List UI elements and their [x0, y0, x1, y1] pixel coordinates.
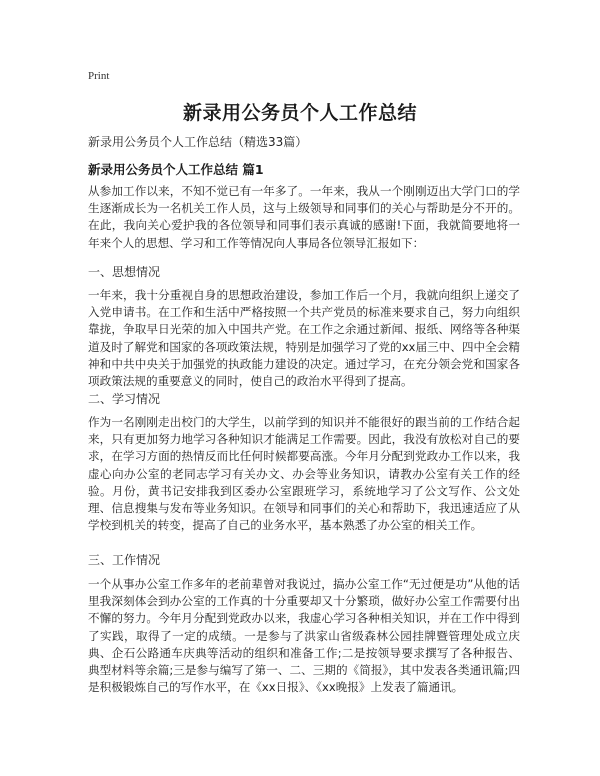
heading-work: 三、工作情况 — [88, 553, 161, 567]
intro-paragraph: 从参加工作以来，不知不觉已有一年多了。一年来，我从一个刚刚迈出大学门口的学生逐渐成长为一名机关工作人员，这与上级领导和同事们的关心与帮助是分不开的。在此，我向关心爱护我的各位领导和同事们表示真诚的感谢!下面，我就简要地将一年来个人的思想、学习和工作等情况向人事局各位领导汇报如下： — [88, 184, 520, 250]
document-subtitle: 新录用公务员个人工作总结（精选33篇） — [88, 135, 308, 149]
print-label[interactable]: Print — [88, 70, 110, 82]
document-title: 新录用公务员个人工作总结 — [182, 102, 417, 124]
thought-paragraph: 一年来，我十分重视自身的思想政治建设，参加工作后一个月，我就向组织上递交了入党申请书。在工作和生活中严格按照一个共产党员的标准来要求自己，努力向组织靠拢，争取早日光荣的加入中国共产党。在工作之余通过新闻、报纸、网络等各种渠道及时了解党和国家的各项政策法规，特别是加强学习了党的xx届三中、四中全会精神和中共中央关于加强党的执政能力建设的决定。通过学习，在充分领会党和国家各项政策法规的重要意义的同时，使自己的政治水平得到了提高。 — [88, 288, 520, 389]
study-paragraph: 作为一名刚刚走出校门的大学生，以前学到的知识并不能很好的跟当前的工作结合起来，只有更加努力地学习各种知识才能满足工作需要。因此，我没有放松对自己的要求，在学习方面的热情反而比任何时候都要高涨。今年月分配到党政办工作以来，我虚心向办公室的老同志学习有关办文、办会等业务知识，请教办公室有关工作的经验。月份，黄书记安排我到区委办公室跟班学习，系统地学习了公文写作、公文处理、信息搜集与发布等业务知识。在领导和同事们的关心和帮助下，我迅速适应了从学校到机关的转变，提高了自己的业务水平，基本熟悉了办公室的相关工作。 — [88, 415, 520, 533]
heading-thought: 一、思想情况 — [88, 265, 161, 279]
work-paragraph: 一个从事办公室工作多年的老前辈曾对我说过，搞办公室工作“无过便是功”从他的话里我深刻体会到办公室的工作真的十分重要却又十分繁琐，做好办公室工作需要付出不懈的努力。今年月分配到党政办以来，我虚心学习各种相关知识，并在工作中得到了实践，取得了一定的成绩。一是参与了洪家山省级森林公园挂牌暨管理处成立庆典、企石公路通车庆典等活动的组织和准备工作;二是按领导要求撰写了各种报告、典型材料等余篇;三是参与编写了第一、二、三期的《简报》，其中发表各类通讯篇;四是积极锻炼自己的写作水平，在《xx日报》、《xx晚报》上发表了篇通讯。 — [88, 577, 520, 695]
section-heading: 新录用公务员个人工作总结 篇1 — [88, 162, 264, 177]
heading-study: 二、学习情况 — [88, 392, 161, 406]
